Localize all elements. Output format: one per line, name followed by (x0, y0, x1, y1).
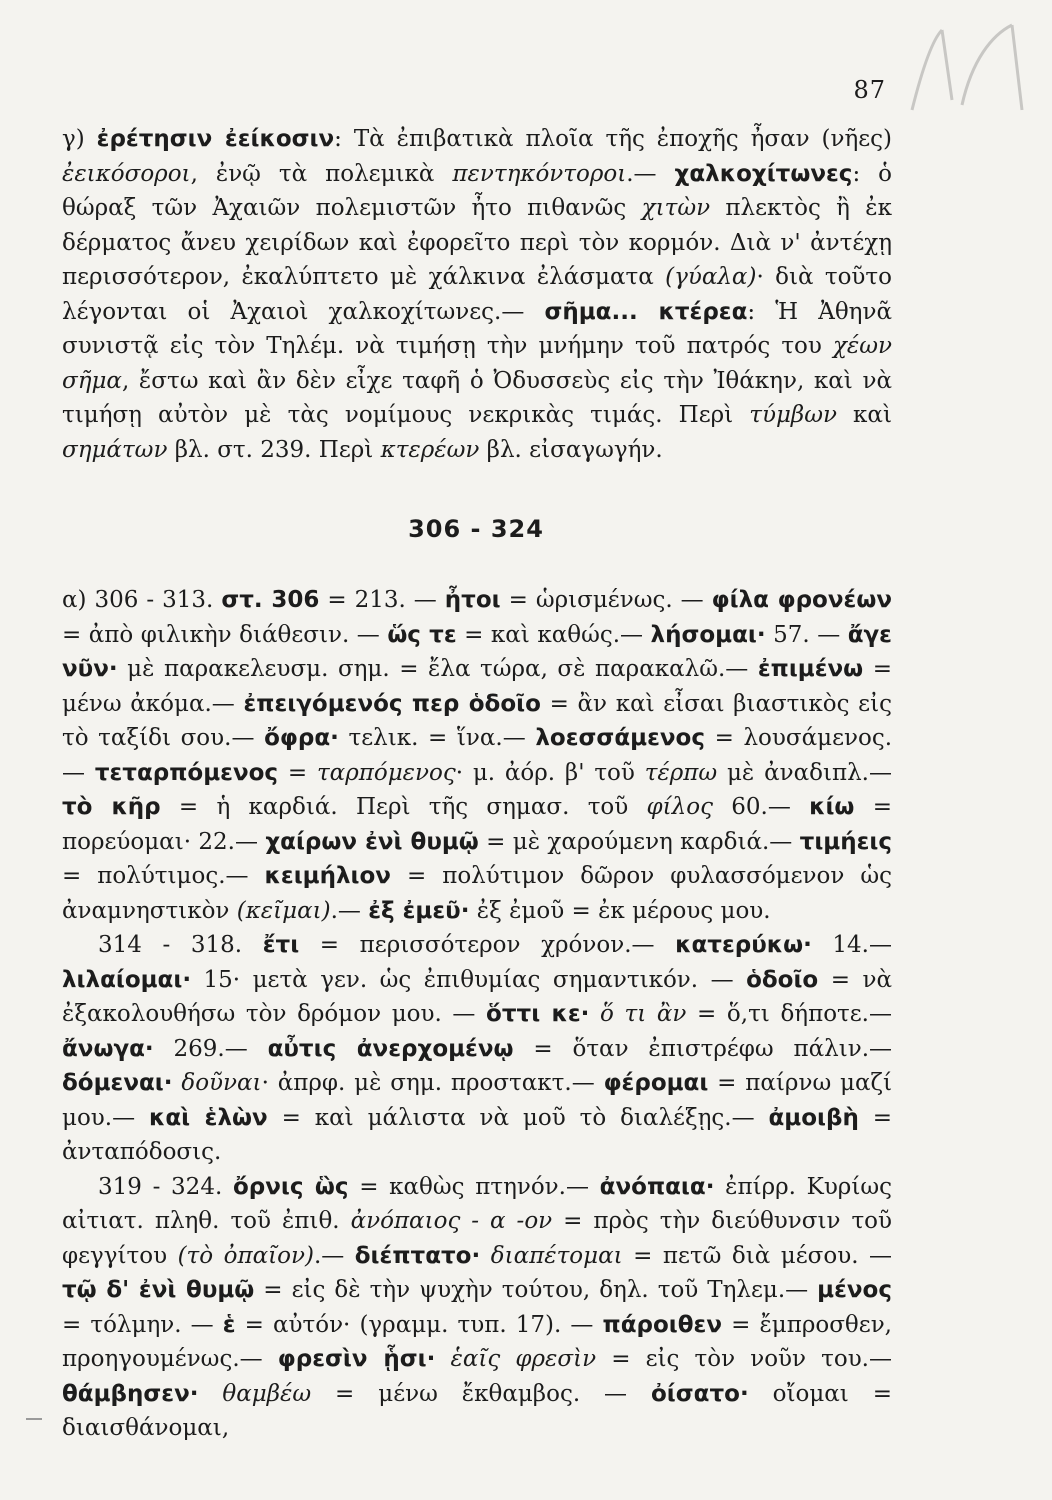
italic-term: (κεῖμαι) (236, 897, 331, 924)
gloss-text: 60.— (712, 794, 810, 820)
gloss-text: = πορεύομαι· 22.— (62, 794, 892, 855)
lemma-term: ἐρέτησιν ἐείκοσιν (96, 126, 335, 152)
gloss-text: καὶ (836, 402, 892, 428)
gloss-text: = καὶ καθώς.— (456, 621, 651, 648)
gloss-text: · μ. ἀόρ. β' τοῦ (455, 759, 645, 786)
lemma-term: ὀίσατο· (650, 1380, 749, 1407)
lemma-term: χαίρων ἐνὶ θυμῷ (265, 828, 479, 855)
gloss-text: .— (626, 160, 675, 187)
gloss-text: = ὅταν ἐπιστρέφω πάλιν.— (513, 1035, 893, 1062)
italic-term: πεντηκόντοροι (452, 160, 627, 187)
gloss-text: μὲ ἀναδιπλ.— (717, 759, 892, 786)
lemma-term: κίω (809, 794, 855, 820)
lemma-term: ὄφρα· (264, 725, 339, 751)
lemma-term: ἦτοι (444, 587, 501, 613)
gloss-text: .— (330, 897, 369, 924)
lemma-term: φίλα φρονέων (711, 587, 892, 613)
gloss-text: = νὰ ἐξακολουθήσω τὸν δρόμον μου. — (62, 966, 892, 1027)
lemma-term: καὶ ἑλὼν (148, 1104, 268, 1131)
italic-term: ἐεικόσοροι (62, 160, 191, 187)
gloss-text: = ἔμπροσθεν, προηγουμένως.— (62, 1311, 892, 1372)
italic-term: ἑαῖς φρεσὶν (450, 1346, 597, 1372)
pencil-mark-icon (872, 10, 1052, 130)
gloss-text: = λουσάμενος.— (62, 725, 893, 786)
gloss-text: = ἂν καὶ εἶσαι βιαστικὸς εἰς τὸ ταξίδι σου.— (62, 690, 893, 751)
gloss-text: = (278, 759, 317, 786)
gloss-text: βλ. εἰσαγωγήν. (479, 436, 663, 463)
lemma-term: τιμήεις (799, 828, 892, 855)
lemma-term: χαλκοχίτωνες (674, 160, 853, 187)
gloss-text: = αὐτόν· (γραμμ. τυπ. 17). — (235, 1311, 603, 1338)
lemma-term: διέπτατο· (354, 1242, 481, 1269)
gloss-text: 319 - 324. (98, 1173, 233, 1200)
commentary-paragraph (62, 1170, 892, 1446)
gloss-text: , ἔστω καὶ ἂν δὲν εἶχε ταφῆ ὁ Ὀδυσσεὺς εἰς τὴν Ἰθάκην, καὶ νὰ τιμήσῃ αὐτὸν μὲ τὰς νομίμους νεκρικὰς τιμάς. Περὶ (62, 367, 892, 428)
gloss-text: = ὅ,τι δήποτε.— (686, 1001, 892, 1027)
lemma-term: ὅττι κε· (486, 1001, 590, 1027)
section-heading: 306 - 324 (408, 515, 544, 543)
gloss-text: : Τὰ ἐπιβατικὰ πλοῖα τῆς ἐποχῆς ἦσαν (νῆες) (334, 126, 893, 152)
gloss-text: βλ. στ. 239. Περὶ (167, 436, 381, 463)
commentary-block-b (62, 583, 892, 1446)
lemma-term: λιλαίομαι· (62, 966, 192, 993)
gloss-text: = καὶ μάλιστα νὰ μοῦ τὸ διαλέξῃς.— (267, 1104, 769, 1131)
lemma-term: ἀμοιβὴ (768, 1104, 859, 1131)
italic-term: ὅ τι ἂν (600, 1001, 687, 1027)
page-number: 87 (853, 76, 886, 104)
lemma-term: κειμήλιον (264, 863, 391, 889)
gloss-text: 15· μετὰ γεν. ὡς ἐπιθυμίας σημαντικόν. — (191, 966, 747, 993)
gloss-text: = περισσότερον χρόνον.— (299, 932, 676, 958)
gloss-text: · διὰ τοῦτο λέγονται οἱ Ἀχαιοὶ χαλκοχίτωνες.— (62, 264, 892, 325)
gloss-text: = ἀπὸ φιλικὴν διάθεσιν. — (62, 621, 388, 648)
gloss-text: = τόλμην. — (62, 1311, 223, 1338)
lemma-term: ἄνωγα· (62, 1035, 154, 1062)
commentary-paragraph (62, 583, 892, 928)
gloss-text (589, 1001, 600, 1027)
gloss-text: ἐξ ἐμοῦ = ἐκ μέρους μου. (469, 897, 771, 924)
gloss-text: 269.— (153, 1035, 268, 1062)
lemma-term: τὸ κῆρ (62, 794, 161, 820)
gloss-text (435, 1346, 450, 1372)
italic-term: ἀνόπαιος - α -ον (350, 1208, 553, 1234)
lemma-term: θάμβησεν· (62, 1380, 199, 1407)
lemma-term: λήσομαι· (650, 621, 766, 648)
lemma-term: ἑ (222, 1311, 236, 1338)
gloss-text: = εἰς τὸν νοῦν του.— (596, 1346, 892, 1372)
lemma-term: σῆμα... κτέρεα (544, 298, 748, 325)
gloss-text: 314 - 318. (98, 932, 263, 958)
lemma-term: αὖτις ἀνερχομένῳ (267, 1035, 514, 1062)
italic-term: διαπέτομαι (490, 1242, 623, 1269)
italic-term: σημάτων (62, 436, 168, 463)
gloss-text: .— (313, 1242, 355, 1269)
italic-term: ταρπόμενος (316, 759, 456, 786)
gloss-text: = πολύτιμον δῶρον φυλασσόμενον ὡς ἀναμνηστικὸν (62, 863, 892, 924)
gloss-text: οἴομαι = διαισθάνομαι, (62, 1380, 893, 1441)
gloss-text: α) 306 - 313. (62, 587, 222, 613)
lemma-term: ἐπιμένω (757, 656, 864, 682)
lemma-term: πάροιθεν (602, 1311, 722, 1338)
lemma-term: στ. 306 (221, 587, 320, 613)
commentary-paragraph (62, 122, 892, 467)
italic-term: (τὸ ὀπαῖον) (177, 1242, 314, 1269)
lemma-term: ὥς τε (387, 621, 457, 648)
gloss-text: 14.— (811, 932, 892, 958)
italic-term: κτερέων (380, 436, 480, 463)
gloss-text: ἐπίρρ. Κυρίως αἰτιατ. πληθ. τοῦ ἐπιθ. (62, 1173, 892, 1234)
gloss-text: γ) (62, 126, 97, 152)
gloss-text: : ὁ θώραξ τῶν Ἀχαιῶν πολεμιστῶν ἦτο πιθανῶς (62, 160, 892, 221)
lemma-term: ὄρνις ὣς (232, 1173, 349, 1200)
gloss-text: = μένω ἔκθαμβος. — (311, 1380, 651, 1407)
gloss-text: = καθὼς πτηνόν.— (348, 1173, 600, 1200)
gloss-text: = εἰς δὲ τὴν ψυχὴν τούτου, δηλ. τοῦ Τηλεμ.— (254, 1277, 818, 1303)
lemma-term: δόμεναι· (62, 1070, 173, 1096)
lemma-term: κατερύκω· (675, 932, 812, 958)
gloss-text: πλεκτὸς ἢ ἐκ δέρματος ἄνευ χειρίδων καὶ ἐφορεῖτο περὶ τὸν κορμόν. Διὰ ν' ἀντέχῃ περισσότερον, ἐκαλύπτετο μὲ χάλκινα ἐλάσματα (62, 195, 892, 290)
lemma-term: τεταρπόμενος (94, 759, 279, 786)
italic-term: (γύαλα) (665, 264, 757, 290)
italic-term: χιτὼν (641, 195, 711, 221)
margin-mark (26, 1418, 42, 1420)
gloss-text: = ἀνταπόδοσις. (62, 1104, 892, 1165)
italic-term: τύμβων (749, 402, 837, 428)
gloss-text: = παίρνω μαζί μου.— (62, 1070, 892, 1131)
lemma-term: φέρομαι (603, 1070, 709, 1096)
gloss-text: 57. — (765, 621, 848, 648)
gloss-text (480, 1243, 491, 1269)
gloss-text: = ἡ καρδιά. Περὶ τῆς σημασ. τοῦ (160, 794, 647, 820)
lemma-term: φρεσὶν ᾗσι· (277, 1346, 436, 1372)
gloss-text: = μὲ χαρούμενη καρδιά.— (478, 828, 800, 855)
lemma-term: ἀνόπαια· (599, 1173, 715, 1200)
gloss-text (198, 1381, 222, 1407)
gloss-text: μὲ παρακελευσμ. σημ. = ἔλα τώρα, σὲ παρακαλῶ.— (117, 656, 758, 682)
lemma-term: ἐξ ἐμεῦ· (368, 897, 470, 924)
italic-term: δοῦναι (181, 1070, 262, 1096)
gloss-text: = 213. — (319, 587, 445, 613)
commentary-block-a (62, 122, 892, 467)
italic-term: φίλος (646, 794, 713, 820)
italic-term: θαμβέω (222, 1380, 312, 1407)
gloss-text: = πετῶ διὰ μέσου. — (622, 1242, 892, 1269)
lemma-term: λοεσσάμενος (535, 725, 705, 751)
lemma-term: ἄγε νῦν· (62, 621, 892, 682)
italic-term: τέρπω (644, 759, 718, 786)
gloss-text: = μένω ἀκόμα.— (62, 656, 892, 717)
gloss-text: = ὡρισμένως. — (500, 587, 712, 613)
gloss-text: · ἀπρφ. μὲ σημ. προστακτ.— (261, 1070, 604, 1096)
lemma-term: τῷ δ' ἐνὶ θυμῷ (62, 1277, 255, 1303)
lemma-term: ἔτι (262, 932, 300, 958)
gloss-text: , ἐνῷ τὰ πολεμικὰ (190, 160, 453, 187)
gloss-text: τελικ. = ἵνα.— (338, 725, 536, 751)
lemma-term: ὁδοῖο (746, 966, 819, 993)
gloss-text: : Ἡ Ἀθηνᾶ συνιστᾷ εἰς τὸν Τηλέμ. νὰ τιμήσῃ τὴν μνήμην τοῦ πατρός του (62, 298, 892, 359)
italic-term: χέων σῆμα (62, 333, 892, 394)
lemma-term: μένος (817, 1277, 892, 1303)
commentary-paragraph (62, 928, 892, 1170)
lemma-term: ἐπειγόμενός περ ὁδοῖο (243, 690, 541, 717)
gloss-text: = πολύτιμος.— (62, 863, 265, 889)
gloss-text: = πρὸς τὴν διεύθυνσιν τοῦ φεγγίτου (62, 1208, 892, 1269)
